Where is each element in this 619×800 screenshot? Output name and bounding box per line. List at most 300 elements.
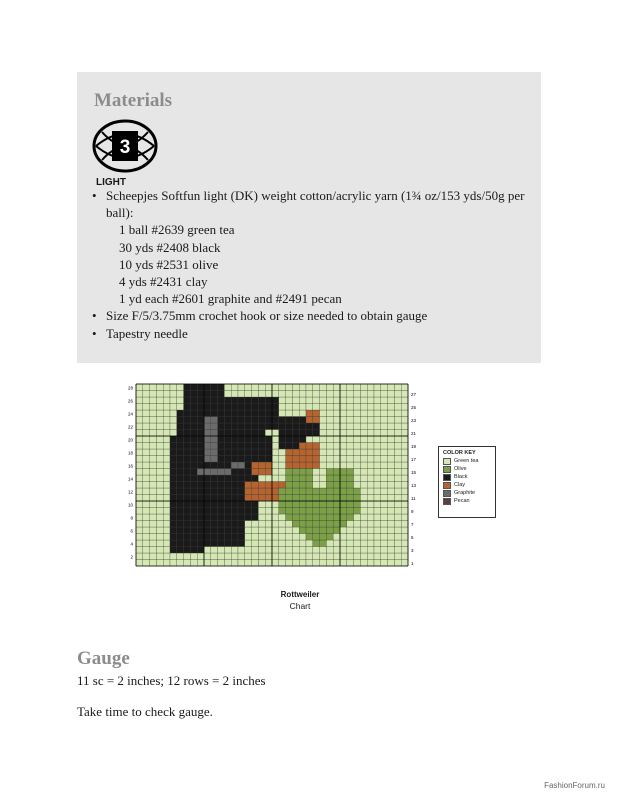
chart-cell (258, 430, 265, 437)
chart-cell (150, 488, 157, 495)
chart-cell (374, 514, 381, 521)
chart-cell (272, 527, 279, 534)
chart-cell (265, 501, 272, 508)
chart-cell (354, 514, 361, 521)
chart-cell (326, 553, 333, 560)
chart-cell (163, 560, 170, 567)
chart-cell (143, 540, 150, 547)
chart-cell (265, 391, 272, 398)
chart-cell (218, 547, 225, 554)
chart-cell (401, 540, 408, 547)
chart-cell (279, 430, 286, 437)
chart-cell (320, 488, 327, 495)
chart-cell (360, 560, 367, 567)
chart-cell (313, 475, 320, 482)
chart-cell (143, 443, 150, 450)
chart-cell (197, 508, 204, 515)
chart-cell (272, 456, 279, 463)
chart-cell (381, 540, 388, 547)
chart-cell (374, 488, 381, 495)
chart-cell (143, 482, 150, 489)
chart-cell (258, 410, 265, 417)
chart-cell (170, 417, 177, 424)
chart-cell (170, 430, 177, 437)
chart-cell (313, 560, 320, 567)
chart-cell (374, 462, 381, 469)
chart-cell (354, 404, 361, 411)
chart-cell (272, 475, 279, 482)
chart-cell (163, 488, 170, 495)
chart-cell (320, 449, 327, 456)
chart-cell (340, 527, 347, 534)
chart-cell (367, 547, 374, 554)
chart-cell (231, 560, 238, 567)
chart-cell (150, 391, 157, 398)
chart-cell (238, 449, 245, 456)
chart-cell (374, 423, 381, 430)
chart-cell (170, 534, 177, 541)
chart-cell (204, 495, 211, 502)
chart-cell (136, 404, 143, 411)
key-label: Pecan (454, 498, 470, 504)
chart-cell (150, 410, 157, 417)
chart-cell (286, 449, 293, 456)
chart-cell (286, 534, 293, 541)
chart-cell (197, 417, 204, 424)
chart-cell (381, 410, 388, 417)
chart-cell (238, 560, 245, 567)
chart-cell (333, 521, 340, 528)
chart-cell (177, 449, 184, 456)
chart-cell (136, 475, 143, 482)
chart-cell (231, 430, 238, 437)
gauge-text: 11 sc = 2 inches; 12 rows = 2 inches (77, 673, 266, 688)
chart-cell (381, 443, 388, 450)
chart-cell (245, 475, 252, 482)
chart-cell (177, 553, 184, 560)
chart-cell (279, 469, 286, 476)
chart-cell (326, 560, 333, 567)
chart-cell (245, 410, 252, 417)
chart-cell (299, 527, 306, 534)
chart-cell (347, 410, 354, 417)
chart-cell (360, 482, 367, 489)
chart-cell (177, 534, 184, 541)
chart-cell (218, 443, 225, 450)
chart-cell (313, 488, 320, 495)
chart-cell (224, 540, 231, 547)
chart-cell (388, 443, 395, 450)
chart-cell (401, 384, 408, 391)
chart-cell (394, 423, 401, 430)
chart-cell (177, 527, 184, 534)
chart-cell (156, 469, 163, 476)
chart-cell (258, 547, 265, 554)
chart-cell (333, 423, 340, 430)
chart-cell (367, 449, 374, 456)
chart-cell (163, 469, 170, 476)
chart-cell (204, 514, 211, 521)
chart-cell (394, 501, 401, 508)
chart-cell (306, 495, 313, 502)
chart-cell (136, 495, 143, 502)
chart-cell (136, 436, 143, 443)
chart-cell (388, 495, 395, 502)
chart-cell (184, 469, 191, 476)
chart-cell (354, 540, 361, 547)
chart-cell (354, 508, 361, 515)
chart-cell (326, 527, 333, 534)
swatch-graphite (443, 490, 451, 497)
chart-cell (190, 553, 197, 560)
chart-cell (326, 423, 333, 430)
chart-cell (292, 514, 299, 521)
chart-cell (388, 501, 395, 508)
chart-cell (401, 430, 408, 437)
chart-cell (326, 462, 333, 469)
chart-cell (388, 469, 395, 476)
chart-cell (156, 553, 163, 560)
chart-cell (218, 397, 225, 404)
chart-cell (197, 482, 204, 489)
chart-cell (190, 423, 197, 430)
chart-cell (150, 449, 157, 456)
chart-cell (381, 495, 388, 502)
chart-cell (347, 462, 354, 469)
chart-cell (299, 449, 306, 456)
chart-cell (163, 540, 170, 547)
chart-cell (292, 443, 299, 450)
chart-cell (252, 521, 259, 528)
chart-cell (333, 501, 340, 508)
chart-cell (204, 391, 211, 398)
chart-cell (170, 397, 177, 404)
chart-cell (211, 534, 218, 541)
chart-cell (313, 436, 320, 443)
chart-row-number: 12 (127, 489, 133, 495)
chart-cell (367, 397, 374, 404)
chart-cell (354, 430, 361, 437)
swatch-olive (443, 466, 451, 473)
chart-cell (320, 417, 327, 424)
chart-cell (279, 560, 286, 567)
chart-cell (238, 540, 245, 547)
chart-cell (286, 423, 293, 430)
chart-cell (394, 410, 401, 417)
chart-cell (306, 449, 313, 456)
chart-cell (231, 404, 238, 411)
chart-cell (374, 540, 381, 547)
chart-cell (272, 391, 279, 398)
chart-cell (238, 482, 245, 489)
chart-cell (299, 547, 306, 554)
chart-cell (238, 508, 245, 515)
chart-cell (143, 417, 150, 424)
chart-cell (265, 469, 272, 476)
chart-cell (184, 456, 191, 463)
chart-cell (252, 540, 259, 547)
chart-cell (224, 514, 231, 521)
chart-cell (184, 501, 191, 508)
chart-cell (374, 547, 381, 554)
chart-cell (184, 527, 191, 534)
chart-cell (258, 443, 265, 450)
chart-cell (163, 384, 170, 391)
chart-cell (190, 501, 197, 508)
chart-cell (265, 495, 272, 502)
chart-cell (394, 436, 401, 443)
chart-cell (354, 384, 361, 391)
chart-cell (326, 514, 333, 521)
yarn-color-item: 10 yds #2531 olive (119, 256, 219, 272)
chart-cell (388, 449, 395, 456)
chart-cell (150, 384, 157, 391)
chart-cell (340, 540, 347, 547)
chart-cell (388, 521, 395, 528)
chart-cell (286, 430, 293, 437)
chart-cell (401, 449, 408, 456)
chart-cell (197, 469, 204, 476)
chart-cell (156, 501, 163, 508)
chart-cell (224, 553, 231, 560)
chart-cell (394, 397, 401, 404)
chart-cell (333, 547, 340, 554)
chart-cell (252, 547, 259, 554)
chart-cell (354, 410, 361, 417)
chart-cell (354, 488, 361, 495)
chart-cell (136, 501, 143, 508)
chart-cell (252, 482, 259, 489)
chart-cell (163, 527, 170, 534)
chart-cell (218, 534, 225, 541)
chart-cell (224, 527, 231, 534)
chart-cell (252, 508, 259, 515)
chart-cell (238, 553, 245, 560)
chart-cell (143, 384, 150, 391)
chart-cell (292, 482, 299, 489)
chart-cell (394, 475, 401, 482)
chart-cell (190, 540, 197, 547)
chart-cell (224, 521, 231, 528)
chart-cell (238, 430, 245, 437)
chart-cell (347, 475, 354, 482)
chart-cell (170, 488, 177, 495)
chart-cell (320, 521, 327, 528)
key-label: Graphite (454, 490, 476, 496)
chart-cell (333, 508, 340, 515)
chart-row-number: 1 (411, 561, 414, 566)
chart-cell (340, 384, 347, 391)
chart-cell (367, 456, 374, 463)
color-key-row (439, 465, 495, 473)
chart-cell (197, 462, 204, 469)
chart-cell (184, 514, 191, 521)
chart-cell (143, 430, 150, 437)
chart-cell (279, 436, 286, 443)
chart-cell (360, 417, 367, 424)
chart-cell (381, 527, 388, 534)
chart-cell (286, 469, 293, 476)
chart-cell (184, 462, 191, 469)
chart-cell (306, 436, 313, 443)
chart-cell (326, 482, 333, 489)
chart-cell (265, 423, 272, 430)
chart-cell (333, 527, 340, 534)
key-label: Olive (454, 466, 467, 472)
chart-cell (184, 417, 191, 424)
chart-cell (292, 547, 299, 554)
chart-cell (279, 397, 286, 404)
chart-cell (224, 501, 231, 508)
chart-cell (333, 397, 340, 404)
chart-cell (381, 488, 388, 495)
chart-cell (204, 482, 211, 489)
chart-cell (340, 410, 347, 417)
chart-cell (326, 417, 333, 424)
chart-cell (252, 469, 259, 476)
chart-cell (347, 482, 354, 489)
chart-cell (320, 469, 327, 476)
chart-cell (190, 384, 197, 391)
chart-cell (224, 508, 231, 515)
chart-cell (286, 436, 293, 443)
chart-cell (326, 430, 333, 437)
chart-cell (197, 384, 204, 391)
chart-cell (252, 534, 259, 541)
chart-cell (245, 534, 252, 541)
chart-cell (388, 475, 395, 482)
chart-cell (367, 417, 374, 424)
chart-cell (190, 430, 197, 437)
chart-row-number: 22 (127, 424, 133, 430)
chart-cell (150, 547, 157, 554)
chart-cell (306, 534, 313, 541)
chart-cell (143, 553, 150, 560)
chart-cell (190, 488, 197, 495)
chart-cell (218, 488, 225, 495)
chart-cell (265, 534, 272, 541)
chart-cell (326, 456, 333, 463)
chart-cell (313, 391, 320, 398)
chart-cell (245, 469, 252, 476)
chart-row-number: 4 (130, 541, 133, 547)
chart-cell (170, 404, 177, 411)
chart-cell (333, 495, 340, 502)
chart-cell (333, 449, 340, 456)
chart-cell (224, 495, 231, 502)
chart-cell (204, 404, 211, 411)
chart-cell (292, 521, 299, 528)
chart-cell (163, 423, 170, 430)
chart-cell (279, 540, 286, 547)
chart-cell (360, 436, 367, 443)
chart-cell (136, 456, 143, 463)
chart-cell (279, 449, 286, 456)
chart-cell (388, 462, 395, 469)
chart-cell (292, 430, 299, 437)
chart-cell (238, 488, 245, 495)
chart-cell (354, 462, 361, 469)
chart-cell (150, 514, 157, 521)
chart-cell (360, 495, 367, 502)
chart-cell (218, 423, 225, 430)
chart-cell (190, 560, 197, 567)
yarn-weight-icon (92, 118, 158, 174)
chart-cell (326, 475, 333, 482)
chart-cell (197, 423, 204, 430)
chart-cell (197, 443, 204, 450)
chart-cell (333, 410, 340, 417)
chart-cell (367, 527, 374, 534)
chart-cell (143, 508, 150, 515)
chart-cell (177, 397, 184, 404)
yarn-weight-number: 3 (119, 137, 131, 158)
color-key-row (439, 497, 495, 505)
chart-cell (388, 410, 395, 417)
chart-cell (340, 391, 347, 398)
chart-cell (184, 430, 191, 437)
chart-cell (320, 391, 327, 398)
chart-cell (184, 547, 191, 554)
chart-cell (190, 404, 197, 411)
chart-cell (231, 488, 238, 495)
chart-cell (388, 508, 395, 515)
chart-cell (299, 391, 306, 398)
chart-cell (292, 462, 299, 469)
chart-cell (388, 514, 395, 521)
chart-cell (306, 514, 313, 521)
chart-cell (326, 495, 333, 502)
chart-cell (374, 449, 381, 456)
chart-cell (143, 560, 150, 567)
chart-cell (224, 456, 231, 463)
chart-cell (306, 488, 313, 495)
chart-cell (143, 449, 150, 456)
chart-cell (170, 514, 177, 521)
chart-cell (238, 397, 245, 404)
chart-cell (286, 391, 293, 398)
chart-cell (170, 384, 177, 391)
chart-title: Rottweiler (280, 590, 320, 599)
chart-cell (313, 384, 320, 391)
chart-cell (272, 508, 279, 515)
chart-cell (292, 404, 299, 411)
chart-row-number: 13 (411, 483, 417, 488)
chart-cell (333, 462, 340, 469)
chart-cell (170, 449, 177, 456)
chart-cell (354, 397, 361, 404)
chart-cell (143, 404, 150, 411)
chart-row-number: 17 (411, 457, 417, 462)
swatch-black (443, 474, 451, 481)
chart-cell (279, 456, 286, 463)
chart-cell (306, 384, 313, 391)
chart-cell (374, 553, 381, 560)
chart-cell (333, 469, 340, 476)
chart-cell (252, 423, 259, 430)
chart-cell (252, 449, 259, 456)
chart-cell (265, 436, 272, 443)
chart-cell (313, 534, 320, 541)
chart-cell (197, 436, 204, 443)
chart-cell (360, 540, 367, 547)
chart-cell (245, 488, 252, 495)
chart-cell (211, 462, 218, 469)
chart-cell (163, 501, 170, 508)
chart-cell (388, 456, 395, 463)
chart-cell (394, 462, 401, 469)
chart-cell (211, 423, 218, 430)
